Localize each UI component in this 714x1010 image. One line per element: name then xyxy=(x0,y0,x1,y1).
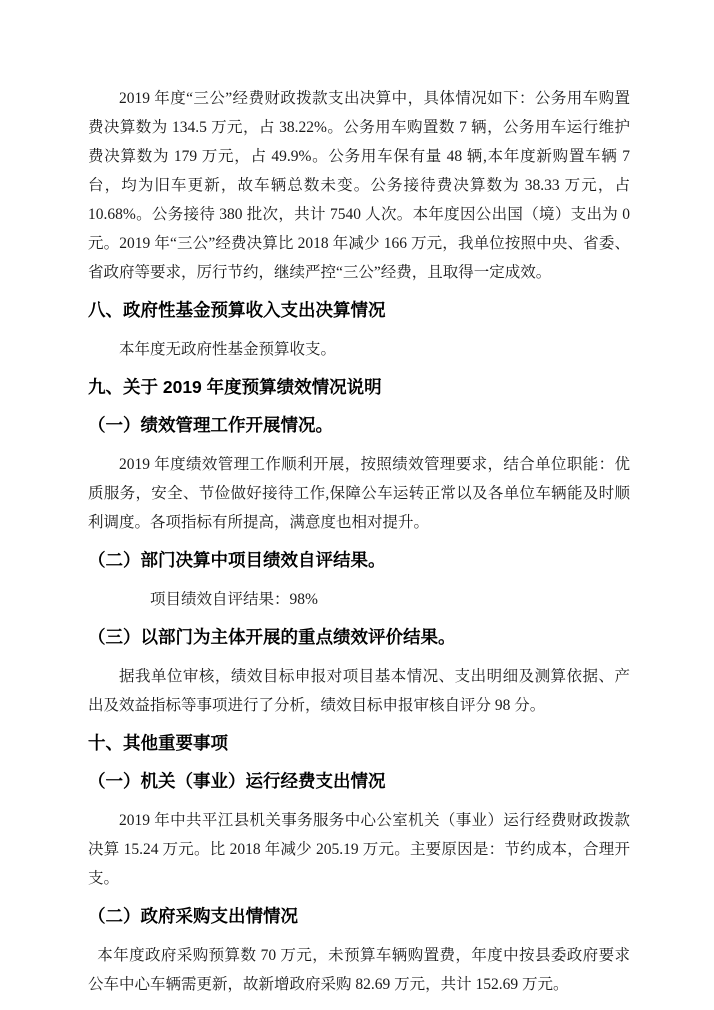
paragraph-self-evaluation-result: 项目绩效自评结果：98% xyxy=(150,591,318,608)
paragraph-three-public-funds: 2019 年度“三公”经费财政拨款支出决算中，具体情况如下：公务用车购置费决算数为 134.5 万元，占 38.22%。公务用车购置数 7 辆，公务用车运行维护费决算数为 179 万元，占 49.9%。公务用车保有量 48 辆,本年度新购置车辆 7 台，均为旧车更新，故车辆总数未变。公务接待费决算数为 38.33 万元，占 10.68%。公务接待 380 批次，共计 7540 人次。本年度因公出国（境）支出为 0 元。2019 年“三公”经费决算比 2018 年减少 166 万元，我单位按照中央、省委、省政府等要求，厉行节约，继续严控“三公”经费，且取得一定成效。 xyxy=(88,90,630,281)
paragraph-operating-expense-detail: 2019 年中共平江县机关事务服务中心公室机关（事业）运行经费财政拨款决算 15.24 万元。比 2018 年减少 205.19 万元。主要原因是：节约成本，合理开支。 xyxy=(88,812,630,887)
heading-10-sub-1-operating-expense: （一）机关（事业）运行经费支出情况 xyxy=(88,771,386,791)
heading-9-sub-1-performance-management: （一）绩效管理工作开展情况。 xyxy=(88,415,333,435)
paragraph-no-gov-fund-budget: 本年度无政府性基金预算收支。 xyxy=(119,341,337,358)
heading-9-sub-2-self-evaluation: （二）部门决算中项目绩效自评结果。 xyxy=(88,550,386,570)
paragraph-performance-management-detail: 2019 年度绩效管理工作顺利开展，按照绩效管理要求，结合单位职能：优质服务，安全、节俭做好接待工作,保障公车运转正常以及各单位车辆能及时顺利调度。各项指标有所提高，满意度也相对提升。 xyxy=(88,456,630,531)
heading-10-sub-2-gov-procurement: （二）政府采购支出情情况 xyxy=(88,906,298,926)
heading-9-sub-3-key-evaluation: （三）以部门为主体开展的重点绩效评价结果。 xyxy=(88,627,456,647)
paragraph-gov-procurement-detail: 本年度政府采购预算数 70 万元，未预算车辆购置费，年度中按县委政府要求公车中心车辆需更新，故新增政府采购 82.69 万元，共计 152.69 万元。 xyxy=(88,947,630,993)
heading-section-10-other-matters: 十、其他重要事项 xyxy=(88,733,228,753)
heading-section-8-gov-fund-budget: 八、政府性基金预算收入支出决算情况 xyxy=(88,300,386,320)
heading-section-9-budget-performance: 九、关于 2019 年度预算绩效情况说明 xyxy=(88,377,382,397)
paragraph-key-evaluation-detail: 据我单位审核，绩效目标申报对项目基本情况、支出明细及测算依据、产出及效益指标等事项进行了分析，绩效目标申报审核自评分 98 分。 xyxy=(88,668,630,714)
